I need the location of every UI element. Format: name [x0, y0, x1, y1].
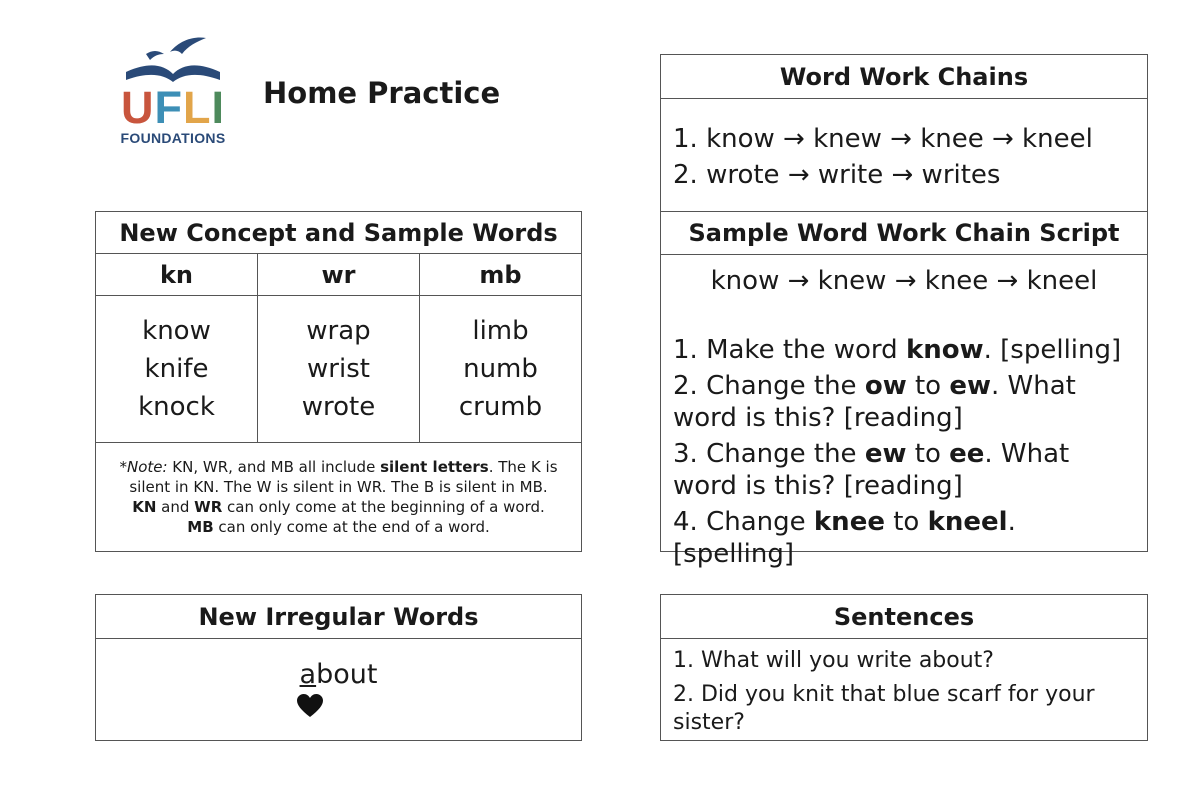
note-bold: MB — [187, 518, 214, 536]
note-text: KN, WR, and MB all include — [167, 458, 381, 476]
chains-title: Word Work Chains — [661, 55, 1147, 99]
word-column-mb — [419, 296, 581, 442]
script-title: Sample Word Work Chain Script — [661, 211, 1147, 255]
ufli-logo — [118, 34, 228, 152]
logo-letter-l: L — [182, 82, 212, 133]
word-item: knock — [138, 392, 215, 422]
note-text: . The K is silent in KN. The W is silent in WR. The B is silent in MB. — [129, 458, 558, 496]
script-step: 2. Change the ow to ew. What word is this? [reading] — [673, 371, 1076, 433]
chains-list — [661, 99, 1147, 193]
concept-word-columns — [96, 296, 581, 443]
word-chains-panel — [660, 54, 1148, 212]
note-label: *Note: — [119, 458, 168, 476]
logo-letters — [118, 84, 228, 132]
column-header-wr: wr — [257, 254, 419, 295]
note-text: can only come at the beginning of a word. — [222, 498, 545, 516]
chain-script-panel — [660, 211, 1148, 569]
sentence-item: 2. Did you knit that blue scarf for your sister? — [673, 682, 1095, 735]
script-step: 1. Make the word know. [spelling] — [673, 335, 1122, 365]
word-item: wrap — [306, 316, 371, 346]
chain-item: 1. know → knew → knee → kneel — [673, 124, 1093, 154]
word-item: knife — [144, 354, 209, 384]
column-header-kn: kn — [159, 260, 194, 289]
irregular-word — [96, 659, 581, 690]
script-chain: know → knew → knee → kneel — [710, 266, 1098, 296]
heart-icon — [297, 694, 323, 718]
chain-item: 2. wrote → write → writes — [673, 160, 1001, 190]
bird-book-icon — [118, 34, 228, 86]
script-steps — [661, 296, 1147, 570]
word-item: numb — [463, 354, 538, 384]
irregular-title: New Irregular Words — [96, 595, 581, 639]
sentence-item: 1. What will you write about? — [673, 648, 994, 673]
concept-note — [96, 443, 581, 551]
column-header-mb: mb — [419, 254, 581, 295]
note-bold: silent letters — [380, 458, 489, 476]
word-item: limb — [472, 316, 529, 346]
script-step: 4. Change knee to kneel. [spelling] — [673, 507, 1016, 569]
page-title: Home Practice — [263, 76, 501, 110]
concept-panel — [95, 211, 582, 552]
logo-letter-f: F — [154, 82, 183, 133]
sentences-title: Sentences — [661, 595, 1147, 639]
script-step: 3. Change the ew to ee. What word is this? [reading] — [673, 439, 1070, 501]
word-column-wr — [257, 296, 419, 442]
irregular-word-underlined: a — [299, 659, 317, 690]
logo-subtext: FOUNDATIONS — [120, 130, 226, 146]
logo-letter-u: U — [120, 82, 155, 133]
word-item: crumb — [458, 392, 543, 422]
word-item: know — [142, 316, 211, 346]
note-text: and — [156, 498, 195, 516]
irregular-word-rest: bout — [316, 659, 378, 690]
concept-column-headers — [96, 254, 581, 296]
word-item: wrist — [307, 354, 370, 384]
concept-title: New Concept and Sample Words — [96, 212, 581, 254]
note-bold: WR — [194, 498, 223, 516]
sentences-panel — [660, 594, 1148, 741]
word-item: wrote — [301, 392, 376, 422]
logo-letter-i: I — [211, 82, 225, 133]
word-column-kn — [96, 296, 257, 442]
sentences-list — [661, 639, 1147, 737]
note-bold: KN — [132, 498, 157, 516]
note-text: can only come at the end of a word. — [213, 518, 490, 536]
irregular-words-panel — [95, 594, 582, 741]
